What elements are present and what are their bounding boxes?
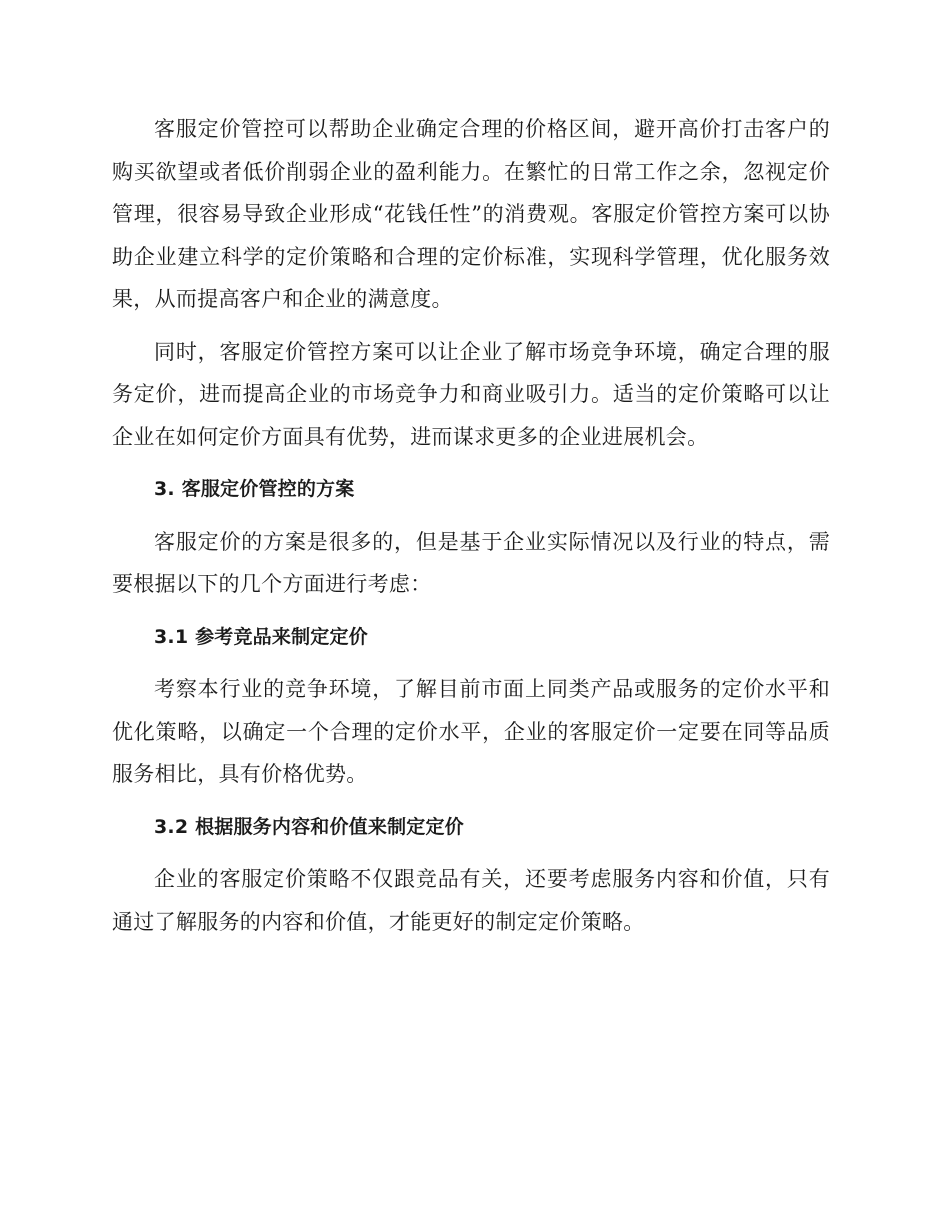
section-3-2-body: 企业的客服定价策略不仅跟竞品有关，还要考虑服务内容和价值，只有通过了解服务的内容和价值，才能更好的制定定价策略。 [112, 867, 830, 934]
section-3-heading: 3. 客服定价管控的方案 [154, 478, 355, 500]
section-3-1-heading: 3.1 参考竞品来制定定价 [154, 625, 368, 648]
section-3-2-heading: 3.2 根据服务内容和价值来制定定价 [154, 815, 464, 838]
document-page [112, 108, 830, 953]
section-3-intro: 客服定价的方案是很多的，但是基于企业实际情况以及行业的特点，需要根据以下的几个方面进行考虑： [112, 529, 830, 596]
paragraph-market-competition: 同时，客服定价管控方案可以让企业了解市场竞争环境，确定合理的服务定价，进而提高企业的市场竞争力和商业吸引力。适当的定价策略可以让企业在如何定价方面具有优势，进而谋求更多的企业进展机会。 [112, 339, 830, 449]
section-3-1-body: 考察本行业的竞争环境，了解目前市面上同类产品或服务的定价水平和优化策略，以确定一个合理的定价水平，企业的客服定价一定要在同等品质服务相比，具有价格优势。 [112, 677, 830, 786]
paragraph-pricing-control-benefits: 客服定价管控可以帮助企业确定合理的价格区间，避开高价打击客户的购买欲望或者低价削弱企业的盈利能力。在繁忙的日常工作之余，忽视定价管理，很容易导致企业形成“花钱任性”的消费观。客服定价管控方案可以协助企业建立科学的定价策略和合理的定价标准，实现科学管理，优化服务效果，从而提高客户和企业的满意度。 [112, 117, 830, 311]
